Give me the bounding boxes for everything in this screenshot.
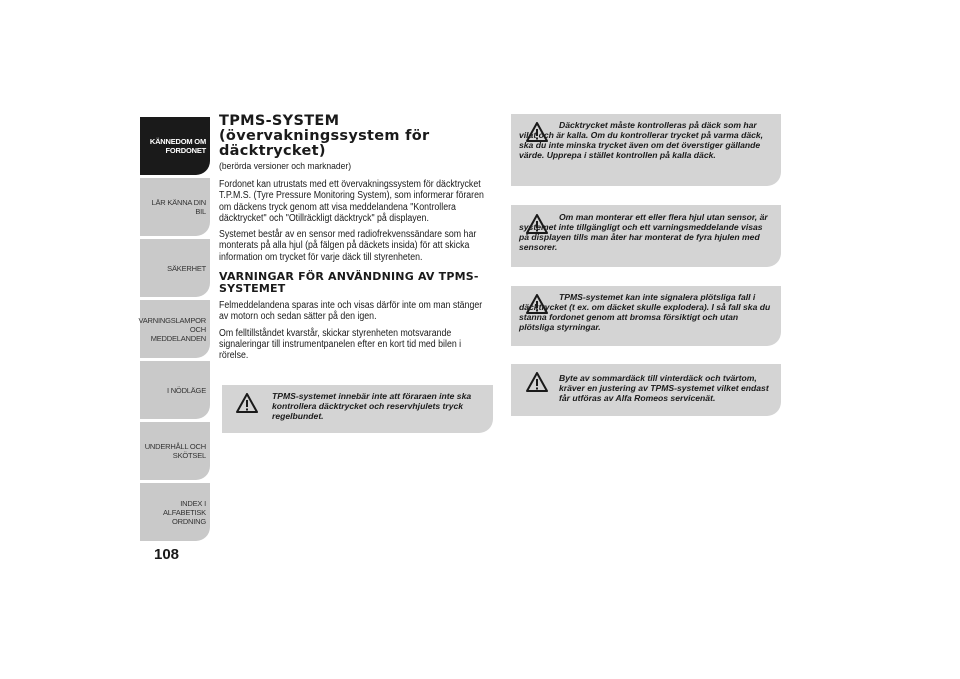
sidebar-tab-underhall[interactable]	[140, 422, 210, 480]
warning-box	[222, 385, 493, 433]
section-subtitle: (berörda versioner och marknader)	[219, 161, 352, 172]
sidebar-tab-sakerhet[interactable]	[140, 239, 210, 297]
warning-triangle-icon	[236, 393, 258, 413]
chapter-sidebar	[140, 117, 210, 544]
warning-triangle-icon	[526, 372, 548, 392]
sidebar-tab-varningslampor[interactable]	[140, 300, 210, 358]
section-title: TPMS-SYSTEM (övervakningssystem för däcktrycket)	[219, 113, 430, 159]
warning-text: Däcktrycket måste kontrolleras på däck som har vilat och är kalla. Om du kontrollerar trycket på varma däck, ska du inte minska trycket även om det överstiger gällande värde. Upprepa i stället kontrollen på kalla däck.	[519, 120, 764, 160]
warning-text: Byte av sommardäck till vinterdäck och tvärtom, kräver en justering av TPMS-systemet vilket endast får utföras av Alfa Romeos servicenät.	[559, 373, 769, 403]
sidebar-tab-label: SÄKERHET	[167, 263, 206, 273]
sidebar-tab-label: INDEX I ALFABETISK ORDNING	[162, 498, 206, 526]
sidebar-tab-index[interactable]	[140, 483, 210, 541]
sidebar-tab-label: UNDERHÅLL OCH SKÖTSEL	[144, 442, 206, 460]
body-paragraph: Felmeddelandena sparas inte och visas därför inte om man stänger av motorn och sedan sätter på den igen.	[219, 300, 483, 323]
warning-box	[511, 364, 781, 416]
warning-box	[511, 114, 781, 186]
sidebar-tab-i-nodlage[interactable]	[140, 361, 210, 419]
sidebar-tab-label: KÄNNEDOM OM FORDONET	[149, 137, 206, 155]
warning-text: TPMS-systemet kan inte signalera plötsliga fall i däcktrycket (t ex. om däcket skulle explodera). I så fall ska du stanna fordonet genom att bromsa försiktigt och utan plötsliga styrningar.	[519, 292, 771, 332]
warning-box	[511, 205, 781, 267]
warning-text: TPMS-systemet innebär inte att föraraen inte ska kontrollera däcktrycket och reservhjulets tryck regelbundet.	[272, 391, 472, 421]
sidebar-tab-lar-kanna[interactable]	[140, 178, 210, 236]
tpms-section	[219, 114, 493, 367]
sidebar-tab-kannedom[interactable]	[140, 117, 210, 175]
warning-box	[511, 286, 781, 346]
body-paragraph: Om felltillståndet kvarstår, skickar styrenheten motsvarande signaleringar till instrumentpanelen efter en kort tid med bilen i rörelse.	[219, 327, 462, 362]
sidebar-tab-label: VARNINGSLAMPOR OCH MEDDELANDEN	[138, 315, 206, 343]
warning-text: Om man monterar ett eller flera hjul utan sensor, är systemet inte tillgängligt och ett varningsmeddelande visas på displayen tills man åter har monterat de fyra hjulen med sensorer.	[519, 212, 768, 252]
warnings-heading: VARNINGAR FÖR ANVÄNDNING AV TPMS-SYSTEMET	[219, 270, 479, 295]
body-paragraph: Systemet består av en sensor med radiofrekvenssändare som har monterats på alla hjul (på fälgen på däckets insida) för att skicka information om trycket för varje däck till styrenheten.	[219, 229, 477, 263]
page-number: 108	[154, 546, 180, 563]
body-paragraph: Fordonet kan utrustats med ett övervakningssystem för däcktrycket T.P.M.S. (Tyre Pressure Monitoring System), som informerar föraren om däckens tryck genom att visa meddelandena "Kontrollera däcktrycket" och "Otillräckligt däcktryck" på displayen.	[219, 179, 484, 224]
sidebar-tab-label: LÄR KÄNNA DIN BIL	[151, 198, 206, 216]
sidebar-tab-label: I NÖDLÄGE	[166, 385, 206, 395]
